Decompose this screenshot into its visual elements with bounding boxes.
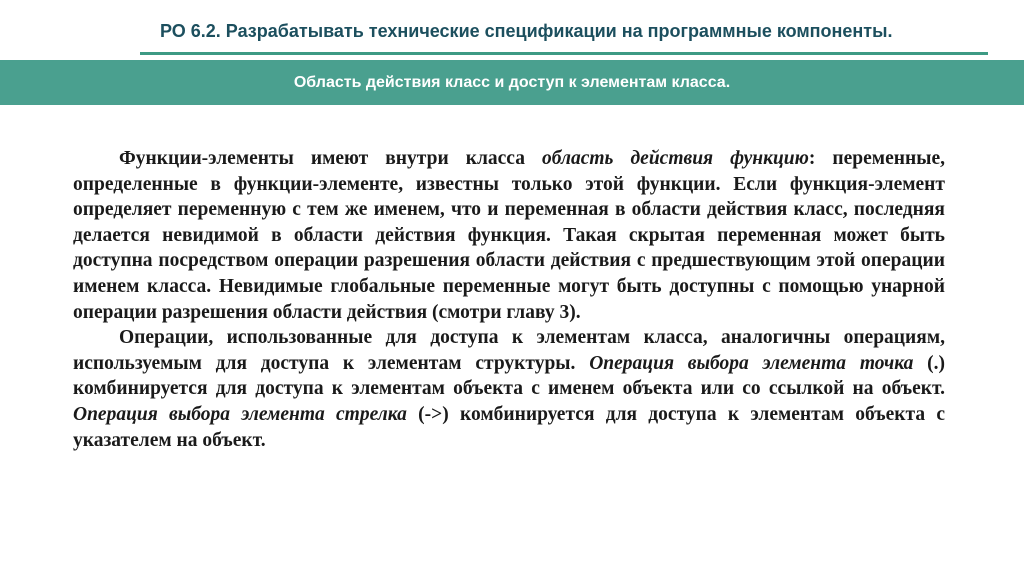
text-span: Функции-элементы имеют внутри класса [119, 148, 542, 169]
italic-term: область действия функцию [541, 148, 809, 169]
text-span: : переменные, определенные в функции-элементе, известны только этой функции. Если функция-элемент определяет переменную с тем же именем, что и переменная в области действия класс, последняя делается невидимой в области действия функция. Такая скрытая переменная может быть доступна посредством операции разрешения области действия с предшествующим этой операции именем класса. Невидимые глобальные переменные могут быть доступны с помощью унарной операции разрешения области действия (смотри главу 3). [73, 148, 945, 323]
text-span: Операции, использованные для доступа к элементам класса, аналогичны операциям, используемым для доступа к элементам структуры. [73, 327, 945, 374]
slide-title: РО 6.2. Разрабатывать технические спецификации на программные компоненты. [160, 21, 893, 41]
italic-term: Операция выбора элемента точка [589, 352, 914, 374]
section-title: Область действия класс и доступ к элементам класса. [293, 73, 731, 91]
text-span: (->) комбинируется для доступа к элементам объекта с указателем на объект. [73, 403, 945, 451]
scanned-text-block [73, 146, 945, 453]
italic-term: Операция выбора элемента стрелка [73, 403, 407, 425]
paragraph-scope [73, 146, 945, 325]
section-banner [0, 60, 1024, 105]
text-span: (.) комбинируется для доступа к элементам объекта с именем объекта или со ссылкой на объект. [73, 352, 945, 400]
paragraph-access-operators [73, 325, 945, 453]
title-divider [140, 52, 988, 55]
